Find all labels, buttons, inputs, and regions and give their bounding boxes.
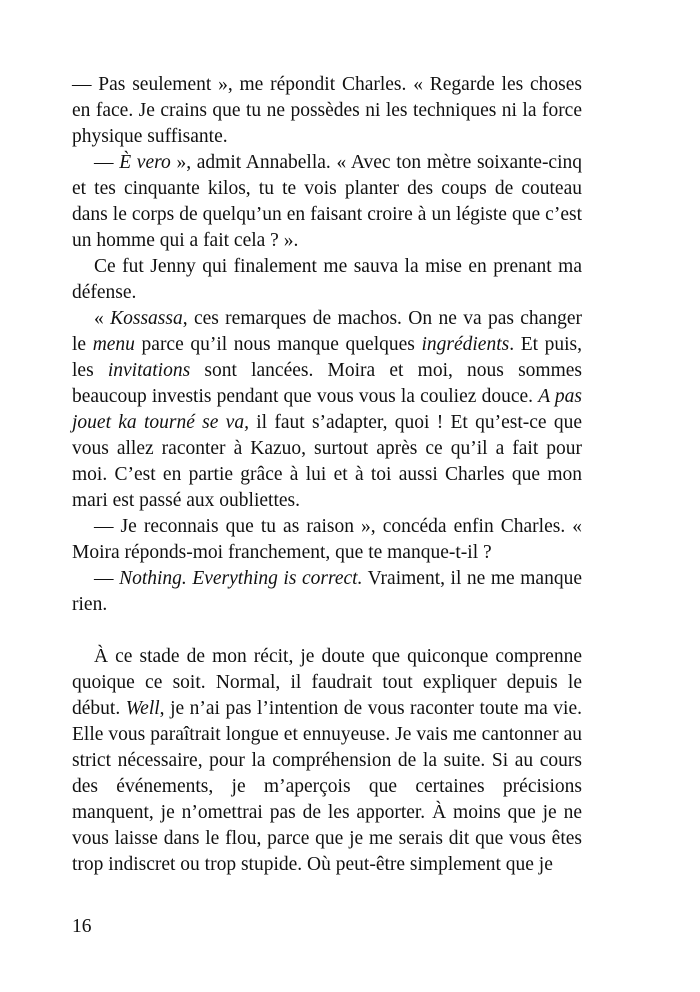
text-run: », admit Annabella. « Avec ton mètre soixante-cinq et tes cinquante kilos, tu te vois planter des coups de couteau dans le corps de quelqu’un en faisant croire à un légiste que c’est un homme qui a fait cela ? ». [72, 152, 583, 251]
italic-run: Kossassa [110, 308, 183, 329]
italic-run: Nothing. Everything is correct. [119, 568, 363, 589]
text-run: — Pas seulement », me répondit Charles. « Regarde les choses en face. Je crains que tu ne possèdes ni les techniques ni la force physique suffisante. [72, 74, 582, 147]
paragraph-7 [72, 644, 582, 878]
italic-run: Well [125, 698, 160, 719]
page-number: 16 [72, 916, 92, 937]
paragraph-2 [72, 150, 582, 254]
text-run: , je n’ai pas l’intention de vous raconter toute ma vie. Elle vous paraîtrait longue et ennuyeuse. Je vais me cantonner au strict nécessaire, pour la compréhension de la suite. Si au cours des événements, je m’aperçois que certaines précisions manquent, je n’omettrai pas de les apporter. À moins que je ne vous laisse dans le flou, parce que je me serais dit que vous êtes trop indiscret ou trop stupide. Où peut-être simplement que je [72, 698, 582, 875]
text-run: sont lancées. Moira et moi, nous sommes beaucoup investis pendant que vous vous la couliez douce. [72, 360, 582, 407]
italic-run: A pas jouet ka tourné se va, [72, 386, 583, 433]
section-break [72, 618, 582, 644]
italic-run: È vero [119, 152, 171, 173]
italic-run: menu [92, 334, 135, 355]
text-run: . Et puis, les [72, 334, 583, 381]
text-run: Ce fut Jenny qui finalement me sauva la mise en prenant ma défense. [72, 256, 582, 303]
text-run: — Je reconnais que tu as raison », concéda enfin Charles. « Moira réponds-moi franchement, que te manque-t-il ? [72, 516, 582, 563]
text-run: — [94, 568, 120, 589]
text-run: il faut s’adapter, quoi ! Et qu’est-ce que vous allez raconter à Kazuo, surtout après ce qu’il a fait pour moi. C’est en partie grâce à lui et à toi aussi Charles que mon mari est passé aux oubliettes. [72, 412, 582, 511]
text-run: À ce stade de mon récit, je doute que quiconque comprenne quoique ce soit. Normal, il faudrait tout expliquer depuis le début. [72, 646, 582, 719]
paragraph-3 [72, 254, 582, 306]
text-run: Vraiment, il ne me manque rien. [72, 568, 582, 615]
book-page-text [72, 72, 582, 878]
text-run: parce qu’il nous manque quelques [134, 334, 422, 355]
paragraph-4 [72, 306, 582, 514]
paragraph-1 [72, 72, 582, 150]
italic-run: ingrédients [421, 334, 510, 355]
italic-run: invitations [107, 360, 191, 381]
text-run: « [94, 308, 111, 329]
text-run: , ces remarques de machos. On ne va pas changer le [72, 308, 582, 355]
paragraph-5 [72, 514, 582, 566]
text-run: — [94, 152, 120, 173]
paragraph-6 [72, 566, 582, 618]
